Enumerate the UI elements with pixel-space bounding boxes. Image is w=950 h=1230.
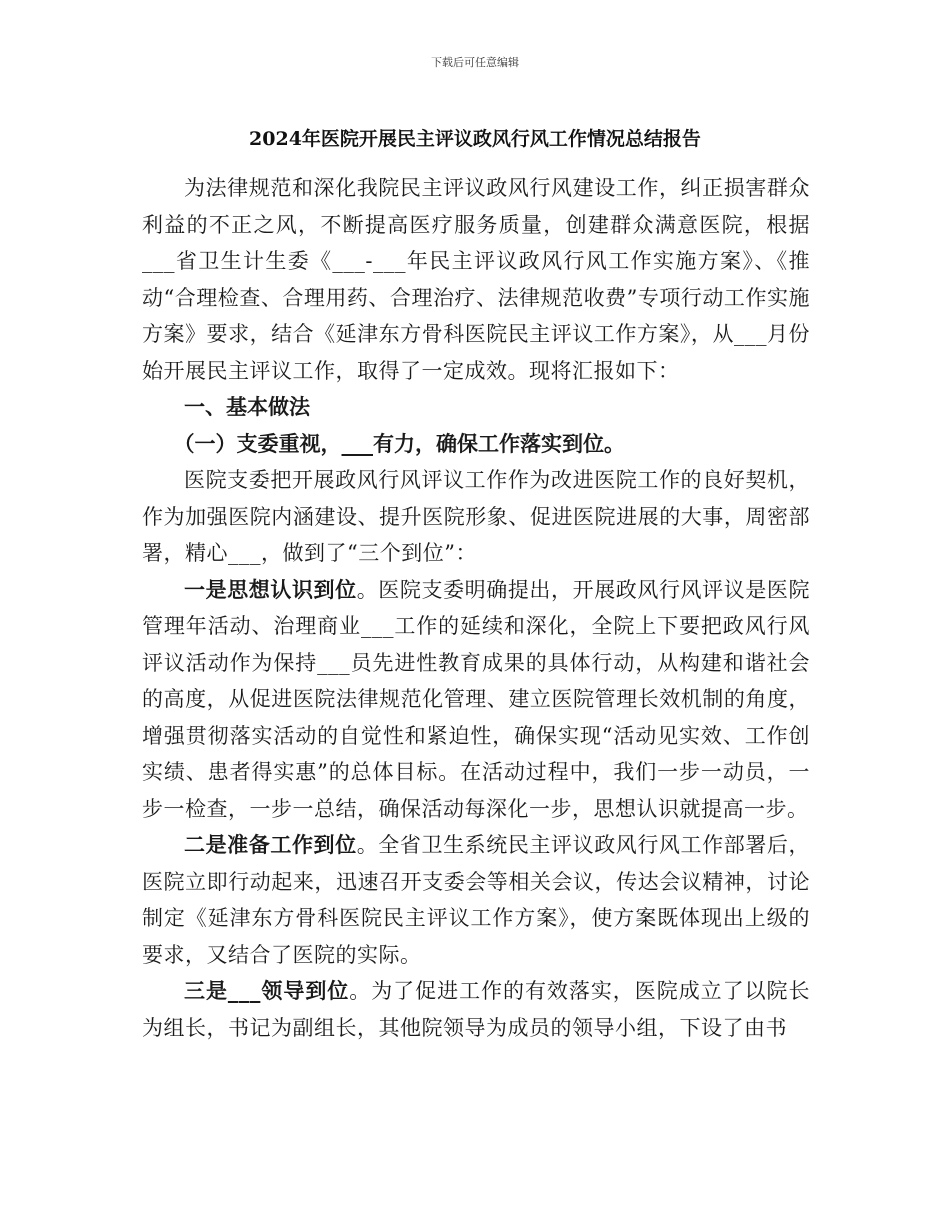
point-three-lead: 三是___领导到位	[184, 978, 350, 1003]
document-title: 2024年医院开展民主评议政风行风工作情况总结报告	[249, 128, 701, 150]
paragraph-point-three	[142, 973, 810, 1046]
point-two-text: 。全省卫生系统民主评议政风行风工作部署后，医院立即行动起来，迅速召开支委会等相关会议，传达会议精神，讨论制定《延津东方骨科医院民主评议工作方案》，使方案既体现出上级的要求，又结合了医院的实际。	[142, 833, 811, 967]
paragraph-point-one	[142, 572, 810, 828]
paragraph-three-in-place: 医院支委把开展政风行风评议工作作为改进医院工作的良好契机，作为加强医院内涵建设、提升医院形象、促进医院进展的大事，周密部署，精心___，做到了“三个到位”：	[142, 468, 810, 565]
point-three-text: 。为了促进工作的有效落实，医院成立了以院长为组长，书记为副组长，其他院领导为成员的领导小组，下设了由书	[142, 979, 811, 1040]
point-one-text: 。医院支委明确提出，开展政风行风评议是医院管理年活动、治理商业___工作的延续和深化，全院上下要把政风行风评议活动作为保持___员先进性教育成果的具体行动，从构建和谐社会的高度，从促进医院法律规范化管理、建立医院管理长效机制的角度，增强贯彻落实活动的自觉性和紧迫性，确保实现“活动见实效、工作创实绩、患者得实惠”的总体目标。在活动过程中，我们一步一动员，一步一检查，一步一总结，确保活动每深化一步，思想认识就提高一步。	[142, 577, 811, 821]
point-one-lead: 一是思想认识到位	[184, 576, 357, 602]
document-body	[142, 170, 810, 1046]
subsection-heading: （一）支委重视，___有力，确保工作落实到位。	[173, 430, 625, 456]
point-two-lead: 二是准备工作到位	[184, 832, 357, 857]
intro-paragraph: 为法律规范和深化我院民主评议政风行风建设工作，纠正损害群众利益的不正之风，不断提高医疗服务质量，创建群众满意医院，根据___省卫生计生委《___-___年民主评议政风行风工作实施方案》、《推动“合理检查、合理用药、合理治疗、法律规范收费”专项行动工作实施方案》要求，结合《延津东方骨科医院民主评议工作方案》，从___月份始开展民主评议工作，取得了一定成效。现将汇报如下：	[142, 176, 810, 383]
download-note: 下载后可任意编辑	[431, 56, 519, 69]
section-heading: 一、基本做法	[184, 394, 310, 419]
paragraph-point-two	[142, 827, 810, 973]
